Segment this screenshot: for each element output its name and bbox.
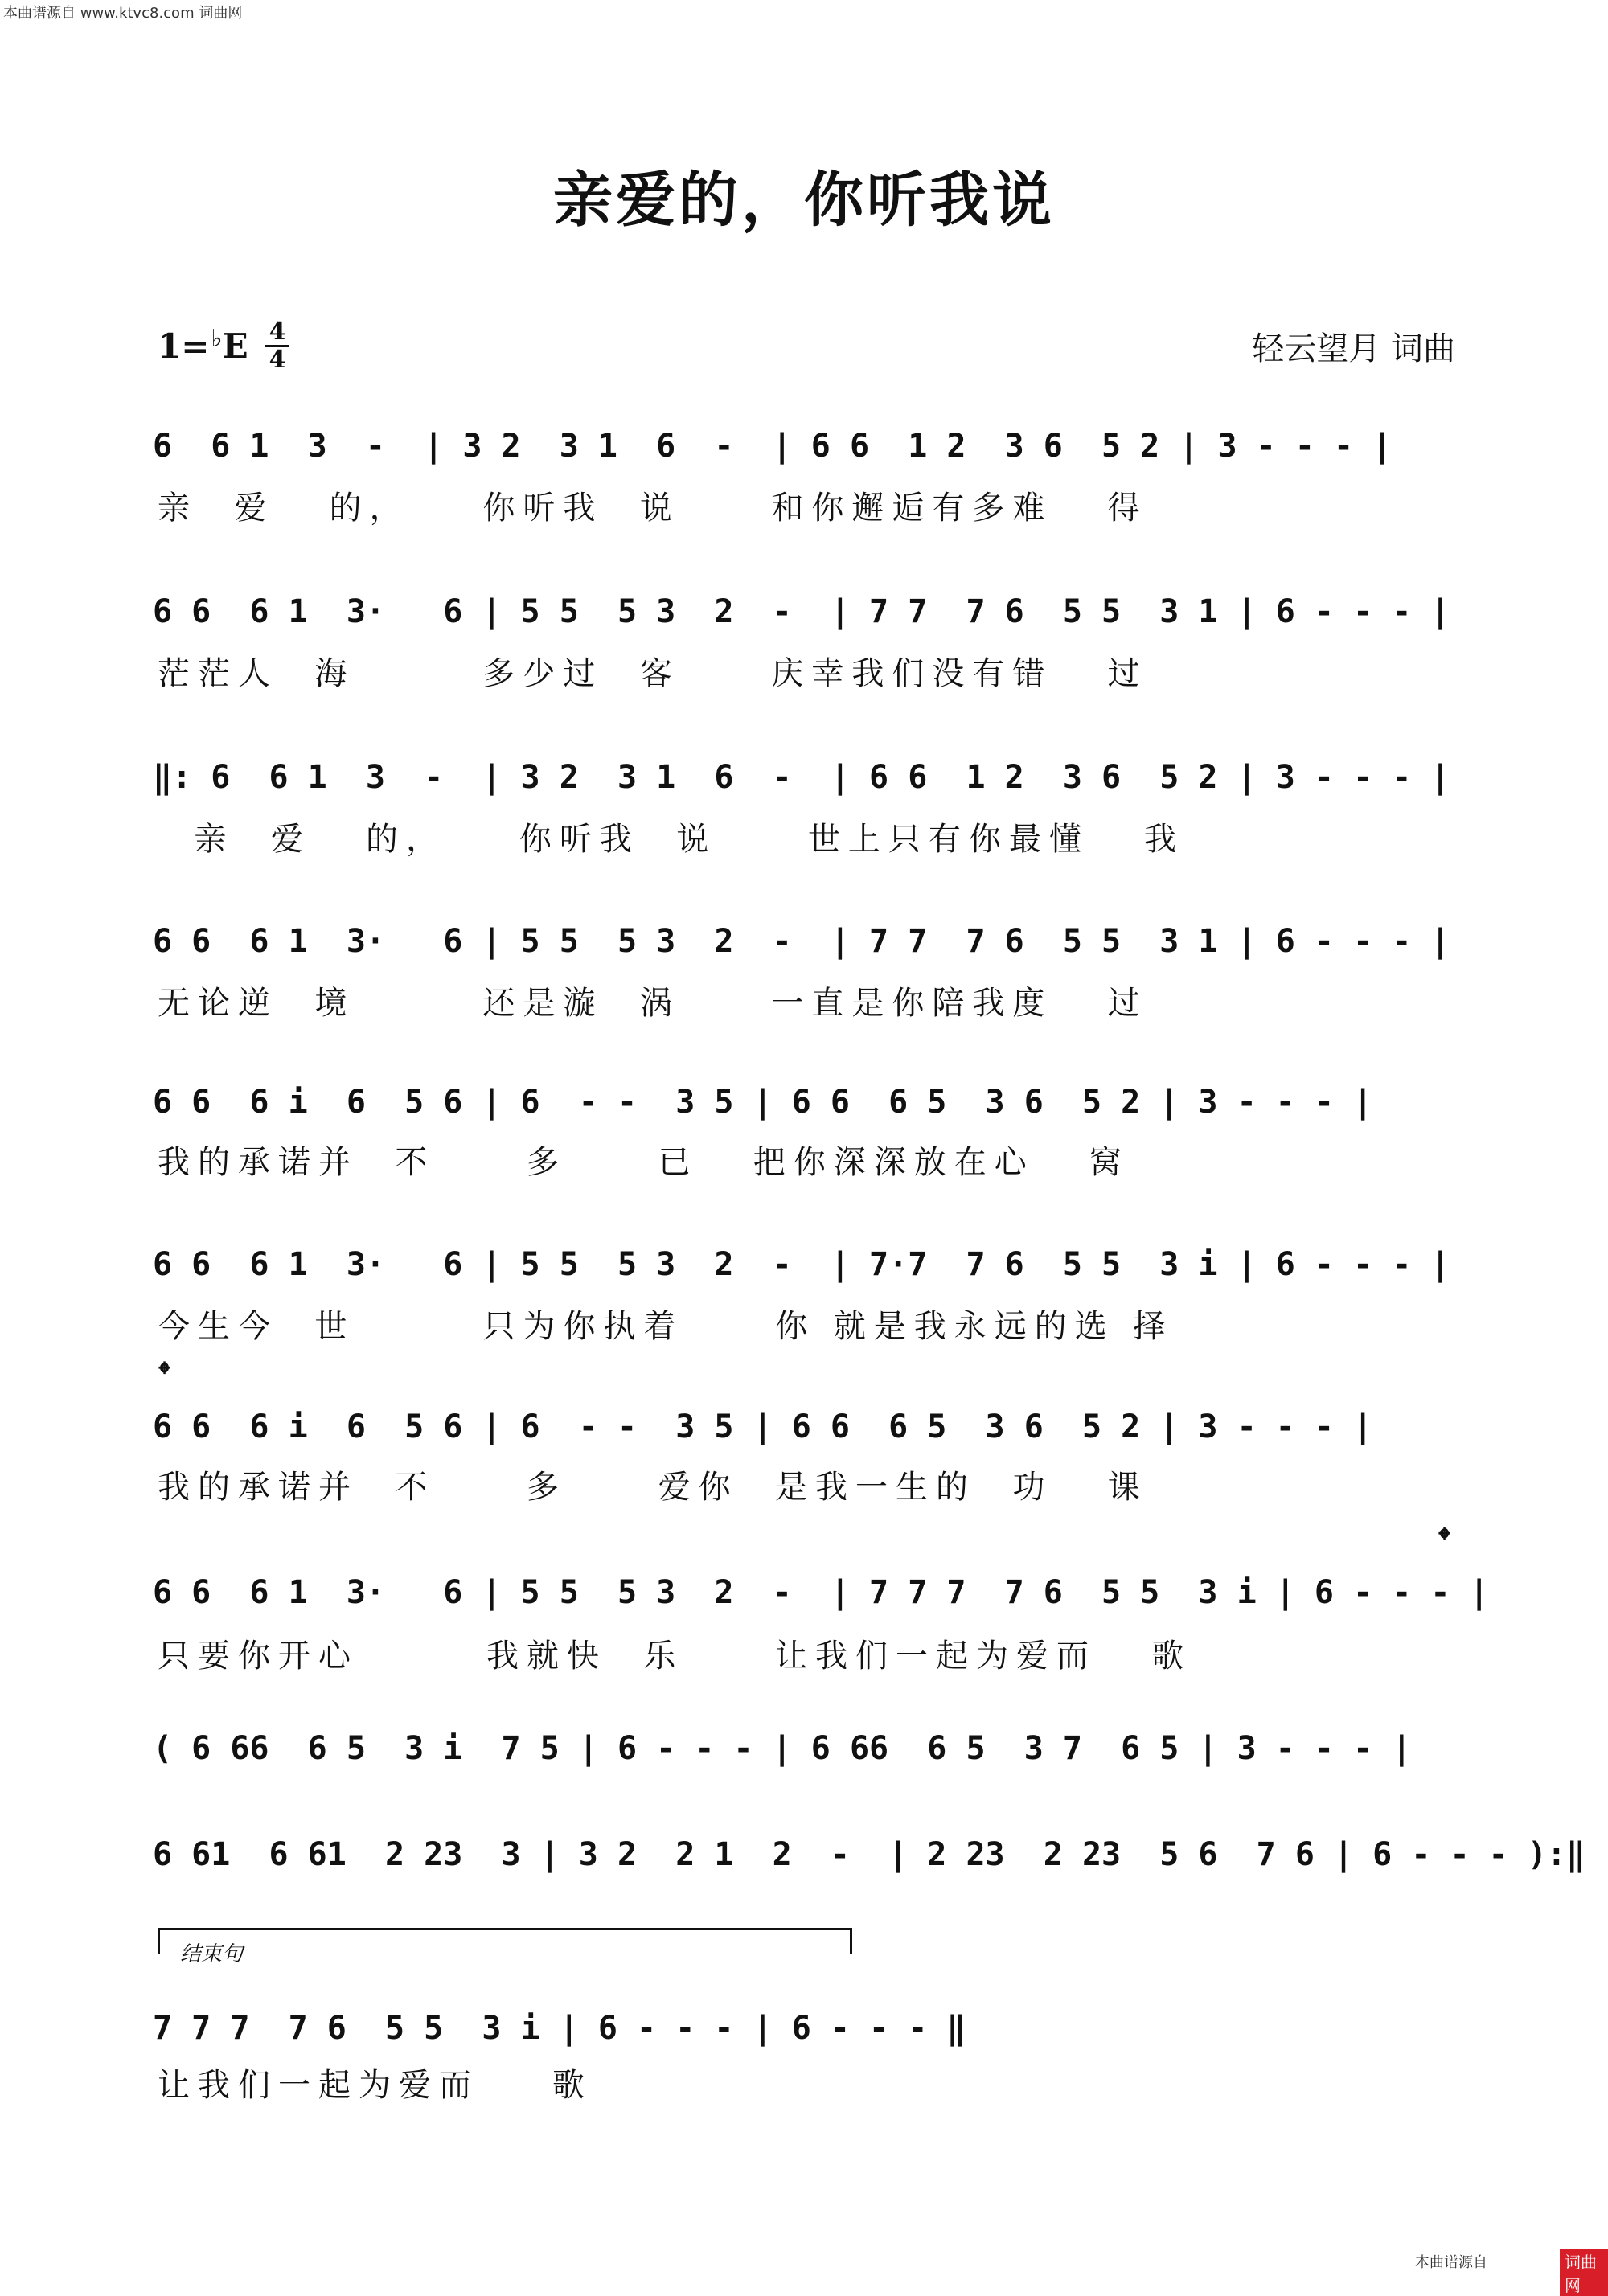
- lyrics-row-6: 今生今 世 只为你执着 你 就是我永远的选 择: [158, 1308, 1174, 1345]
- lyrics-row-3: 亲 爱 的， 你听我 说 世上只有你最懂 我: [158, 821, 1185, 858]
- lyrics-row-8: 只要你开心 我就快 乐 让我们一起为爱而 歌: [158, 1638, 1192, 1675]
- time-signature-bottom: 4: [269, 346, 286, 374]
- notation-row-2: 6 6 6 1 3· 6 | 5 5 5 3 2 - | 7 7 7 6 5 5 3 1 | 6 - - - |: [153, 593, 1450, 630]
- lyrics-row-7: 我的承诺并 不 多 爱你 是我一生的 功 课: [158, 1469, 1148, 1506]
- key-signature: [158, 325, 248, 366]
- segno-icon-right: 𝄌: [1439, 1521, 1450, 1556]
- flat-sign: ♭: [211, 325, 223, 353]
- notation-row-5: 6 6 6 i 6 5 6 | 6 - - 3 5 | 6 6 6 5 3 6 5 2 | 3 - - - |: [153, 1084, 1373, 1121]
- lyrics-row-4: 无论逆 境 还是漩 涡 一直是你陪我度 过: [158, 985, 1148, 1022]
- composer-credit: 轻云望月 词曲: [1252, 330, 1455, 367]
- notation-row-1: 6 6 1 3 - | 3 2 3 1 6 - | 6 6 1 2 3 6 5 2 | 3 - - - |: [153, 428, 1393, 465]
- site-header: 本曲谱源自 www.ktvc8.com 词曲网: [3, 5, 243, 22]
- footer-source: 本曲谱源自: [1415, 2254, 1487, 2271]
- notation-row-6: 6 6 6 1 3· 6 | 5 5 5 3 2 - | 7·7 7 6 5 5 3 i | 6 - - - |: [153, 1246, 1450, 1283]
- lyrics-row-5: 我的承诺并 不 多 已 把你深深放在心 窝: [158, 1144, 1130, 1181]
- lyrics-row-2: 茫茫人 海 多少过 客 庆幸我们没有错 过: [158, 655, 1148, 692]
- notation-row-7: 6 6 6 i 6 5 6 | 6 - - 3 5 | 6 6 6 5 3 6 5 2 | 3 - - - |: [153, 1408, 1373, 1445]
- time-signature: [265, 320, 289, 372]
- lyrics-row-11: 让我们一起为爱而 歌: [158, 2067, 593, 2104]
- key-prefix: 1=: [158, 326, 210, 366]
- notation-row-4: 6 6 6 1 3· 6 | 5 5 5 3 2 - | 7 7 7 6 5 5 3 1 | 6 - - - |: [153, 923, 1450, 960]
- footer-logo: 词曲网: [1560, 2249, 1608, 2296]
- notation-row-8: 6 6 6 1 3· 6 | 5 5 5 3 2 - | 7 7 7 7 6 5 5 3 i | 6 - - - |: [153, 1574, 1489, 1611]
- segno-icon: 𝄌: [159, 1355, 170, 1391]
- time-signature-top: 4: [269, 318, 286, 346]
- notation-row-3: ‖: 6 6 1 3 - | 3 2 3 1 6 - | 6 6 1 2 3 6 5 2 | 3 - - - |: [153, 759, 1450, 796]
- notation-row-9: ( 6 66 6 5 3 i 7 5 | 6 - - - | 6 66 6 5 3 7 6 5 | 3 - - - |: [153, 1730, 1412, 1767]
- key-name: E: [222, 326, 248, 366]
- ending-label: 结束句: [180, 1942, 244, 1966]
- ending-bracket: [158, 1928, 852, 1954]
- page-title: 亲爱的，你听我说: [553, 166, 1055, 235]
- notation-row-11: 7 7 7 7 6 5 5 3 i | 6 - - - | 6 - - - ‖: [153, 2010, 966, 2047]
- lyrics-row-1: 亲 爱 的， 你听我 说 和你邂逅有多难 得: [158, 490, 1148, 527]
- notation-row-10: 6 61 6 61 2 23 3 | 3 2 2 1 2 - | 2 23 2 23 5 6 7 6 | 6 - - - ):‖: [153, 1836, 1586, 1873]
